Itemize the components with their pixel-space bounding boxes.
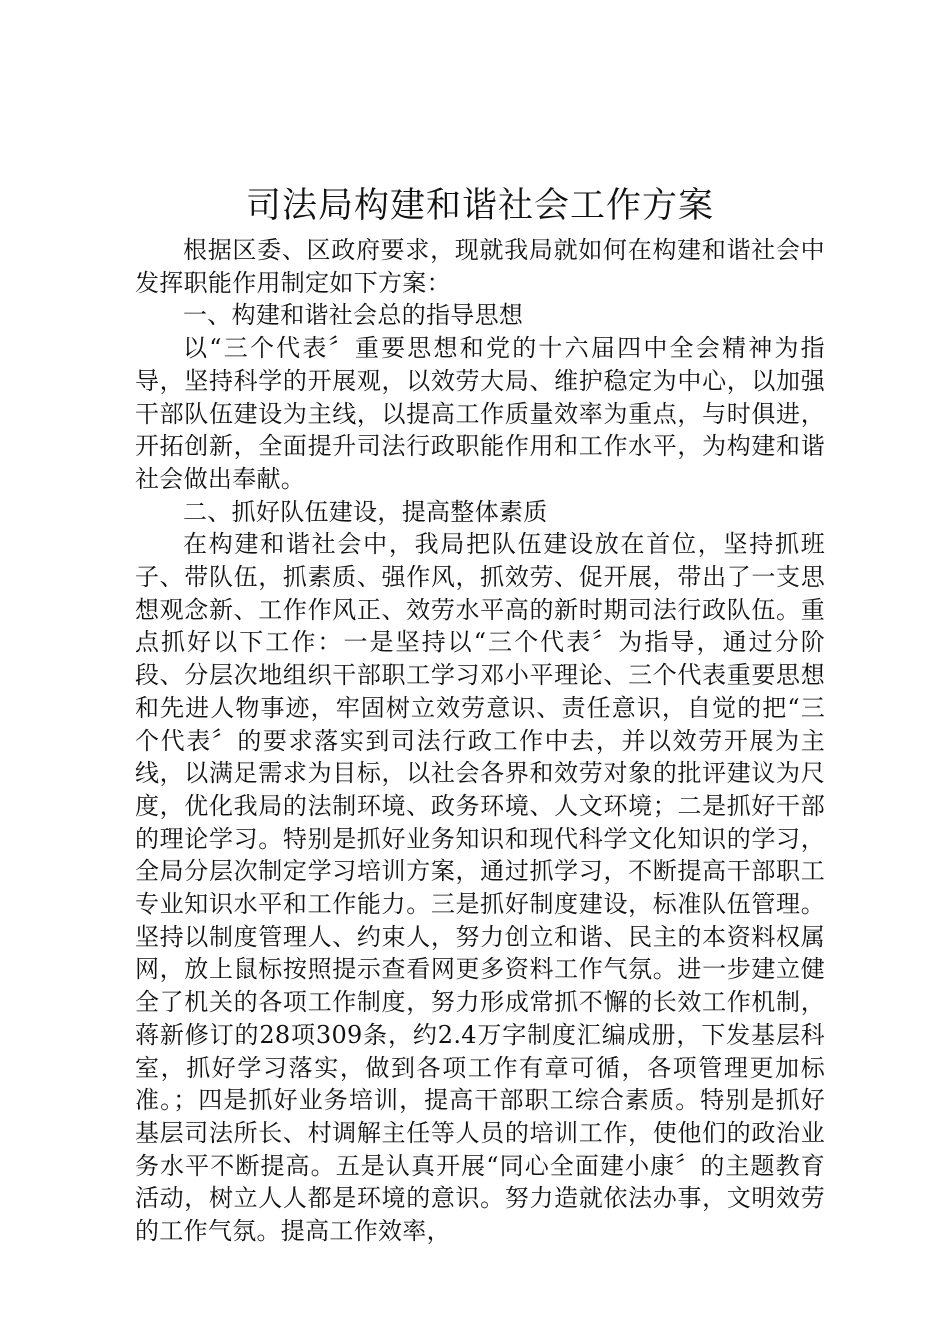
paragraph-team-building: 在构建和谐社会中，我局把队伍建设放在首位，坚持抓班子、带队伍，抓素质、强作风，抓效劳、促开展，带出了一支思想观念新、工作作风正、效劳水平高的新时期司法行政队伍。重点抓好以下工作：一是坚持以“三个代表〞为指导，通过分阶段、分层次地组织干部职工学习邓小平理论、三个代表重要思想和先进人物事迹，牢固树立效劳意识、责任意识，自觉的把“三个代表〞的要求落实到司法行政工作中去，并以效劳开展为主线，以满足需求为目标，以社会各界和效劳对象的批评建议为尺度，优化我局的法制环境、政务环境、人文环境；二是抓好干部的理论学习。特别是抓好业务知识和现代科学文化知识的学习，全局分层次制定学习培训方案，通过抓学习，不断提高干部职工专业知识水平和工作能力。三是抓好制度建设，标准队伍管理。坚持以制度管理人、约束人，努力创立和谐、民主的本资料权属网，放上鼠标按照提示查看网更多资料工作气氛。进一步建立健全了机关的各项工作制度，努力形成常抓不懈的长效工作机制，蒋新修订的28项309条，约2.4万字制度汇编成册，下发基层科室，抓好学习落实，做到各项工作有章可循，各项管理更加标准。；四是抓好业务培训，提高干部职工综合素质。特别是抓好基层司法所长、村调解主任等人员的培训工作，使他们的政治业务水平不断提高。五是认真开展“同心全面建小康〞的主题教育活动，树立人人都是环境的意识。努力造就依法办事，文明效劳的工作气氛。提高工作效率， (135, 530, 825, 1246)
paragraph-intro: 根据区委、区政府要求，现就我局就如何在构建和谐社会中发挥职能作用制定如下方案： (135, 236, 825, 297)
document-page (135, 180, 825, 1248)
section-heading-1: 一、构建和谐社会总的指导思想 (183, 301, 524, 330)
document-title: 司法局构建和谐社会工作方案 (245, 186, 714, 226)
section-heading-2: 二、抓好队伍建设，提高整体素质 (183, 497, 548, 526)
paragraph-guiding-thought: 以“三个代表〞重要思想和党的十六届四中全会精神为指导，坚持科学的开展观，以效劳大局、维护稳定为中心，以加强干部队伍建设为主线，以提高工作质量效率为重点，与时俱进，开拓创新，全面提升司法行政职能作用和工作水平，为构建和谐社会做出奉献。 (135, 334, 825, 493)
